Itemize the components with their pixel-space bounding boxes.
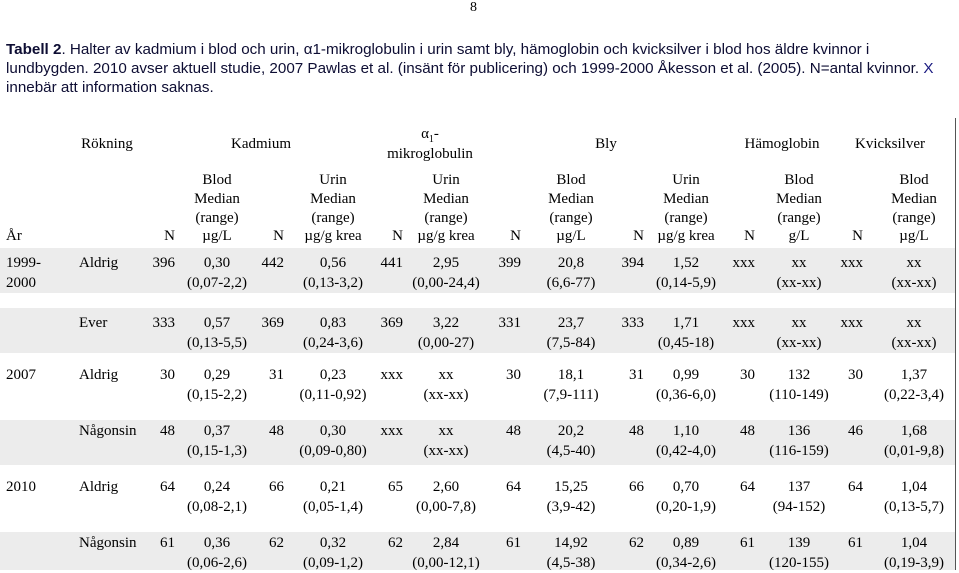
group-header-bly: Bly (595, 136, 617, 152)
cell-smoking: Aldrig (79, 367, 119, 383)
cell-range-pb_b: (4,5-40) (546, 443, 596, 459)
cell-median-pb_u: 0,99 (672, 367, 700, 383)
cell-median-cd_u: 0,23 (319, 367, 347, 383)
cell-median-pb_b: 18,1 (557, 367, 585, 383)
col-header-n-pb_u: N (633, 228, 644, 244)
cell-median-pb_u: 0,70 (672, 479, 700, 495)
cell-range-a1: (0,00-7,8) (416, 499, 476, 515)
group-header-kvicksilver: Kvicksilver (855, 136, 925, 152)
cell-median-pb_u: 0,89 (672, 535, 700, 551)
group-header-rokning: Rökning (81, 136, 133, 152)
col-header-unit-cd_b: µg/L (202, 228, 232, 244)
cell-n-hb: xxx (732, 255, 755, 271)
cell-n-cd_b: 64 (160, 479, 175, 495)
cell-median-cd_b: 0,36 (203, 535, 231, 551)
cell-range-a1: (xx-xx) (423, 443, 469, 459)
col-header-n-pb_b: N (510, 228, 521, 244)
cell-smoking: Någonsin (79, 535, 137, 551)
col-header-range-a1: (range) (424, 210, 468, 226)
cell-n-hb: 30 (740, 367, 755, 383)
cell-year: 1999- (6, 255, 41, 271)
col-header-sample-cd_u: Urin (319, 172, 347, 188)
col-header-unit-pb_u: µg/g krea (657, 228, 715, 244)
col-header-unit-a1: µg/g krea (417, 228, 475, 244)
col-header-range-cd_b: (range) (195, 210, 239, 226)
cell-n-a1: 369 (380, 315, 403, 331)
cell-range-hb: (xx-xx) (776, 335, 822, 351)
cell-median-cd_b: 0,37 (203, 423, 231, 439)
cell-range-hg: (0,13-5,7) (884, 499, 944, 515)
cell-n-cd_u: 442 (261, 255, 284, 271)
cell-median-cd_b: 0,29 (203, 367, 231, 383)
cell-n-pb_u: 31 (629, 367, 644, 383)
caption-line2: lundbygden. 2010 avser aktuell studie, 2007 Pawlas et al. (insänt för publicering) och 1999-2000 Åkesson et al. (2005). N=antal kvinnor. (6, 60, 920, 77)
cell-median-pb_u: 1,52 (672, 255, 700, 271)
cell-median-a1: 2,95 (432, 255, 460, 271)
cell-smoking: Någonsin (79, 423, 137, 439)
cell-range-hb: (110-149) (769, 387, 829, 403)
cell-n-pb_u: 333 (621, 315, 644, 331)
cell-n-hg: xxx (840, 315, 863, 331)
cell-range-cd_b: (0,15-2,2) (187, 387, 247, 403)
cell-median-pb_b: 20,2 (557, 423, 585, 439)
col-header-range-hb: (range) (777, 210, 821, 226)
alpha-symbol: α (421, 126, 429, 142)
cell-median-hg: 1,04 (900, 479, 928, 495)
cell-median-hb: 137 (787, 479, 811, 495)
cell-median-cd_u: 0,30 (319, 423, 347, 439)
cell-median-hg: 1,37 (900, 367, 928, 383)
col-header-median-cd_b: Median (194, 191, 240, 207)
caption-x-mark: X (923, 60, 934, 77)
caption-line3: innebär att information saknas. (6, 79, 214, 96)
cell-median-cd_u: 0,32 (319, 535, 347, 551)
cell-n-pb_b: 399 (498, 255, 521, 271)
cell-n-pb_u: 66 (629, 479, 644, 495)
cell-median-hb: 132 (787, 367, 811, 383)
cell-range-pb_u: (0,45-18) (657, 335, 715, 351)
cell-range-hg: (xx-xx) (891, 335, 937, 351)
cell-range-cd_u: (0,11-0,92) (299, 387, 367, 403)
cell-median-pb_b: 23,7 (557, 315, 585, 331)
col-header-median-cd_u: Median (310, 191, 356, 207)
cell-range-hg: (xx-xx) (891, 275, 937, 291)
cell-range-cd_b: (0,13-5,5) (187, 335, 247, 351)
cell-median-hb: 139 (787, 535, 811, 551)
cell-range-cd_u: (0,09-1,2) (303, 555, 363, 571)
cell-median-a1: xx (438, 423, 454, 439)
cell-n-hb: 61 (740, 535, 755, 551)
cell-range-hg: (0,22-3,4) (884, 387, 944, 403)
cell-median-pb_b: 15,25 (554, 479, 588, 495)
cell-range-hb: (120-155) (769, 555, 829, 571)
col-header-n-hg: N (852, 228, 863, 244)
cell-median-pb_b: 14,92 (554, 535, 588, 551)
cell-n-hb: xxx (732, 315, 755, 331)
group-header-alpha1-line2: mikroglobulin (387, 146, 473, 162)
col-header-unit-cd_u: µg/g krea (304, 228, 362, 244)
cell-range-pb_b: (7,5-84) (546, 335, 596, 351)
col-header-range-pb_b: (range) (549, 210, 593, 226)
cell-median-hg: xx (906, 315, 922, 331)
table-caption (6, 40, 946, 97)
cell-n-hb: 64 (740, 479, 755, 495)
col-header-n-a1: N (392, 228, 403, 244)
cell-range-a1: (xx-xx) (423, 387, 469, 403)
cell-n-a1: xxx (380, 367, 403, 383)
cell-n-a1: 62 (388, 535, 403, 551)
cell-range-cd_b: (0,07-2,2) (187, 275, 247, 291)
col-header-n-cd_b: N (164, 228, 175, 244)
cell-median-hg: 1,68 (900, 423, 928, 439)
cell-range-hb: (116-159) (769, 443, 829, 459)
cell-range-pb_b: (3,9-42) (546, 499, 596, 515)
col-header-median-pb_b: Median (548, 191, 594, 207)
cell-smoking: Aldrig (79, 479, 119, 495)
cell-n-cd_b: 61 (160, 535, 175, 551)
col-header-unit-pb_b: µg/L (556, 228, 586, 244)
cell-n-cd_u: 48 (269, 423, 284, 439)
cell-median-a1: 2,60 (432, 479, 460, 495)
cell-median-a1: 2,84 (432, 535, 460, 551)
cell-range-pb_u: (0,42-4,0) (656, 443, 716, 459)
cell-median-hb: 136 (787, 423, 811, 439)
cell-range-pb_b: (4,5-38) (546, 555, 596, 571)
cell-range-cd_u: (0,05-1,4) (303, 499, 363, 515)
cell-n-cd_b: 396 (152, 255, 175, 271)
cell-year: 2010 (6, 479, 36, 495)
group-header-kadmium: Kadmium (231, 136, 291, 152)
cell-range-cd_b: (0,15-1,3) (187, 443, 247, 459)
col-header-median-hg: Median (891, 191, 937, 207)
col-header-unit-hb: g/L (788, 228, 810, 244)
alpha-subscript: 1 (428, 134, 434, 145)
cell-median-cd_u: 0,21 (319, 479, 347, 495)
cell-n-pb_b: 64 (506, 479, 521, 495)
cell-n-cd_u: 66 (269, 479, 284, 495)
col-header-range-cd_u: (range) (311, 210, 355, 226)
col-header-sample-cd_b: Blod (202, 172, 232, 188)
cell-range-cd_u: (0,09-0,80) (299, 443, 367, 459)
cell-median-pb_u: 1,10 (672, 423, 700, 439)
cell-range-pb_u: (0,34-2,6) (656, 555, 716, 571)
cell-n-pb_b: 331 (498, 315, 521, 331)
cell-n-cd_u: 31 (269, 367, 284, 383)
cell-n-cd_b: 48 (160, 423, 175, 439)
cell-n-cd_u: 62 (269, 535, 284, 551)
col-header-median-pb_u: Median (663, 191, 709, 207)
col-header-year: År (6, 228, 22, 244)
caption-line1: . Halter av kadmium i blod och urin, α1-mikroglobulin i urin samt bly, hämoglobin och kvicksilver i blod hos äldre kvinnor i (61, 41, 870, 58)
cell-range-cd_u: (0,24-3,6) (303, 335, 363, 351)
cell-range-pb_b: (7,9-111) (543, 387, 599, 403)
cell-range-hg: (0,01-9,8) (884, 443, 944, 459)
cell-range-pb_u: (0,14-5,9) (656, 275, 716, 291)
cell-range-hb: (94-152) (772, 499, 826, 515)
page-number: 8 (470, 0, 477, 15)
cell-range-a1: (0,00-12,1) (412, 555, 480, 571)
cell-n-cd_b: 30 (160, 367, 175, 383)
cell-n-pb_u: 48 (629, 423, 644, 439)
cell-range-hb: (xx-xx) (776, 275, 822, 291)
cell-n-cd_u: 369 (261, 315, 284, 331)
cell-median-cd_b: 0,57 (203, 315, 231, 331)
cell-n-pb_b: 30 (506, 367, 521, 383)
cell-median-hb: xx (791, 315, 807, 331)
cell-n-a1: xxx (380, 423, 403, 439)
cell-range-cd_u: (0,13-3,2) (303, 275, 363, 291)
cell-n-hg: 61 (848, 535, 863, 551)
cell-n-hg: xxx (840, 255, 863, 271)
cell-year: 2007 (6, 367, 36, 383)
col-header-sample-pb_u: Urin (672, 172, 700, 188)
cell-median-hb: xx (791, 255, 807, 271)
cell-range-pb_u: (0,36-6,0) (656, 387, 716, 403)
cell-median-a1: xx (438, 367, 454, 383)
col-header-sample-hb: Blod (784, 172, 814, 188)
col-header-median-hb: Median (776, 191, 822, 207)
cell-median-hg: 1,04 (900, 535, 928, 551)
cell-n-pb_b: 61 (506, 535, 521, 551)
cell-n-hg: 46 (848, 423, 863, 439)
cell-n-pb_u: 62 (629, 535, 644, 551)
col-header-unit-hg: µg/L (899, 228, 929, 244)
cell-range-hg: (0,19-3,9) (884, 555, 944, 571)
col-header-range-pb_u: (range) (664, 210, 708, 226)
col-header-sample-pb_b: Blod (556, 172, 586, 188)
cell-range-a1: (0,00-24,4) (412, 275, 480, 291)
cell-median-hg: xx (906, 255, 922, 271)
col-header-n-cd_u: N (273, 228, 284, 244)
col-header-range-hg: (range) (892, 210, 936, 226)
group-header-hemoglobin: Hämoglobin (744, 136, 820, 152)
cell-n-a1: 65 (388, 479, 403, 495)
cell-median-cd_u: 0,83 (319, 315, 347, 331)
col-header-median-a1: Median (423, 191, 469, 207)
cell-median-cd_u: 0,56 (319, 255, 347, 271)
cell-median-cd_b: 0,30 (203, 255, 231, 271)
cell-range-a1: (0,00-27) (417, 335, 475, 351)
cell-median-pb_b: 20,8 (557, 255, 585, 271)
cell-smoking: Aldrig (79, 255, 119, 271)
cell-year-line2: 2000 (6, 275, 36, 291)
cell-n-pb_b: 48 (506, 423, 521, 439)
cell-n-hb: 48 (740, 423, 755, 439)
cell-n-pb_u: 394 (621, 255, 644, 271)
col-header-n-hb: N (744, 228, 755, 244)
cell-smoking: Ever (79, 315, 108, 331)
cell-median-cd_b: 0,24 (203, 479, 231, 495)
cell-range-pb_b: (6,6-77) (546, 275, 596, 291)
cell-n-hg: 30 (848, 367, 863, 383)
cell-median-pb_u: 1,71 (672, 315, 700, 331)
caption-label: Tabell 2 (6, 41, 62, 58)
cell-n-cd_b: 333 (152, 315, 175, 331)
cell-n-hg: 64 (848, 479, 863, 495)
cell-range-pb_u: (0,20-1,9) (656, 499, 716, 515)
cell-n-a1: 441 (380, 255, 403, 271)
cell-median-a1: 3,22 (432, 315, 460, 331)
col-header-sample-a1: Urin (432, 172, 460, 188)
alpha-dash: - (433, 126, 439, 142)
cell-range-cd_b: (0,08-2,1) (187, 499, 247, 515)
col-header-sample-hg: Blod (899, 172, 929, 188)
cell-range-cd_b: (0,06-2,6) (187, 555, 247, 571)
